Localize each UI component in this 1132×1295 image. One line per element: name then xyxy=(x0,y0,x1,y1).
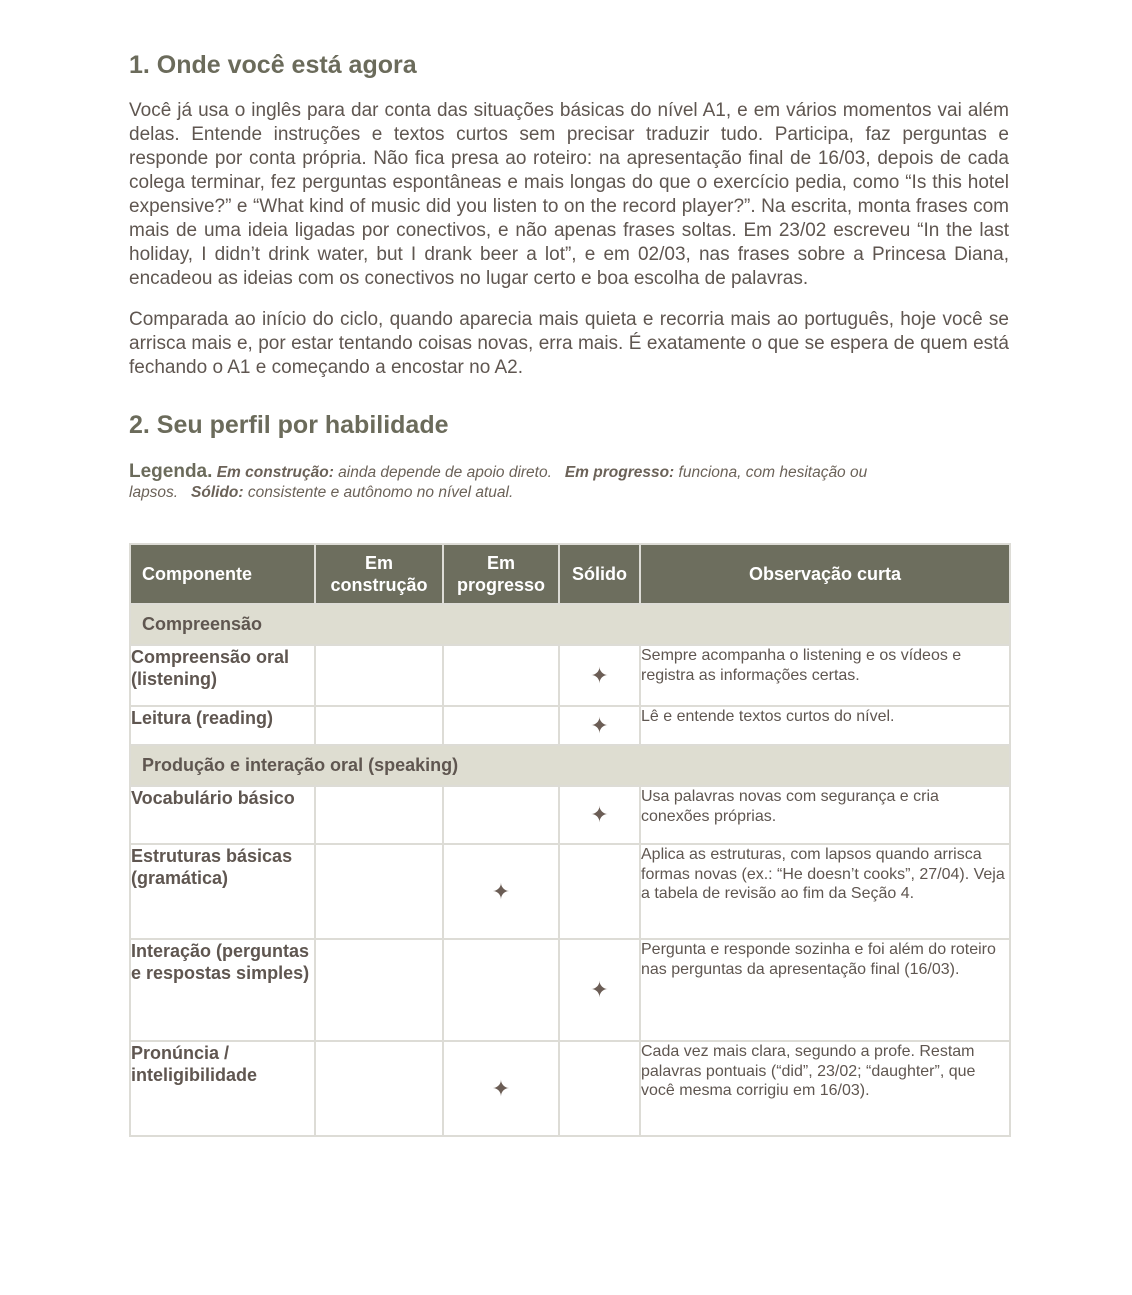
component-cell: Compreensão oral (listening) xyxy=(130,645,315,706)
header-solido: Sólido xyxy=(559,544,640,604)
em-progresso-cell xyxy=(443,939,559,1041)
skills-table xyxy=(129,543,1011,1137)
section2-heading: 2. Seu perfil por habilidade xyxy=(129,411,449,439)
header-em-construcao-line2: construção xyxy=(330,575,428,595)
report-page xyxy=(129,0,1009,1137)
em-progresso-cell xyxy=(443,706,559,745)
legend-term-solido: Sólido: xyxy=(191,484,244,501)
legend xyxy=(129,462,959,503)
observation-cell: Lê e entende textos curtos do nível. xyxy=(640,706,1010,745)
section1-heading: 1. Onde você está agora xyxy=(129,51,417,79)
component-cell: Vocabulário básico xyxy=(130,786,315,844)
table-row xyxy=(130,844,1010,939)
em-construcao-cell xyxy=(315,1041,443,1136)
level-mark-icon: ✦ xyxy=(491,1075,511,1101)
legend-lead: Legenda. xyxy=(129,461,213,482)
level-mark-icon: ✦ xyxy=(491,878,511,904)
solido-cell xyxy=(559,1041,640,1136)
solido-cell xyxy=(559,939,640,1041)
level-mark-icon: ✦ xyxy=(590,977,609,1002)
observation-cell: Aplica as estruturas, com lapsos quando arrisca formas novas (ex.: “He doesn’t cooks”, 27/04). Veja a tabela de revisão ao fim da Seção 4. xyxy=(640,844,1010,939)
solido-cell xyxy=(559,786,640,844)
group-row-producao xyxy=(130,745,1010,786)
em-construcao-cell xyxy=(315,706,443,745)
table-header-row xyxy=(130,544,1010,604)
component-cell: Pronúncia / inteligibilidade xyxy=(130,1041,315,1136)
solido-cell xyxy=(559,706,640,745)
header-em-progresso-line2: progresso xyxy=(456,575,546,595)
header-em-construcao-line1: Em xyxy=(364,553,393,573)
solido-cell xyxy=(559,645,640,706)
legend-term-em-progresso: Em progresso: xyxy=(564,464,675,481)
observation-cell: Cada vez mais clara, segundo a profe. Restam palavras pontuais (“did”, 23/02; “daughter”, que você mesma corrigiu em 16/03). xyxy=(640,1041,1010,1136)
em-construcao-cell xyxy=(315,786,443,844)
legend-def-solido: consistente e autônomo no nível atual. xyxy=(243,484,514,501)
em-construcao-cell xyxy=(315,939,443,1041)
em-construcao-cell xyxy=(315,645,443,706)
table-row xyxy=(130,645,1010,706)
legend-term-em-construcao: Em construção: xyxy=(216,464,334,481)
table-row xyxy=(130,706,1010,745)
observation-cell: Pergunta e responde sozinha e foi além do roteiro nas perguntas da apresentação final (16/03). xyxy=(640,939,1010,1041)
component-cell: Estruturas básicas (gramática) xyxy=(130,844,315,939)
group-row-compreensao xyxy=(130,604,1010,645)
header-observacao: Observação curta xyxy=(640,544,1010,604)
observation-cell: Sempre acompanha o listening e os vídeos e registra as informações certas. xyxy=(640,645,1010,706)
table-row xyxy=(130,1041,1010,1136)
section1-paragraph-2: Comparada ao início do ciclo, quando aparecia mais quieta e recorria mais ao português, hoje você se arrisca mais e, por estar tentando coisas novas, erra mais. É exatamente o que se espera de quem está fechando o A1 e começando a encostar no A2. xyxy=(129,309,1009,378)
level-mark-icon: ✦ xyxy=(590,662,609,688)
level-mark-icon: ✦ xyxy=(590,712,609,738)
legend-def-em-construcao: ainda depende de apoio direto. xyxy=(333,464,552,481)
component-cell: Leitura (reading) xyxy=(130,706,315,745)
header-componente: Componente xyxy=(130,544,315,604)
em-construcao-cell xyxy=(315,844,443,939)
header-em-progresso xyxy=(443,544,559,604)
section1-paragraph-1: Você já usa o inglês para dar conta das situações básicas do nível A1, e em vários momentos vai além delas. Entende instruções e textos curtos sem precisar traduzir tudo. Participa, faz perguntas e responde por conta própria. Não fica presa ao roteiro: na apresentação final de 16/03, depois de cada colega terminar, fez perguntas espontâneas e mais longas do que o exercício pedia, como “Is this hotel expensive?” e “What kind of music did you listen to on the record player?”. Na escrita, monta frases com mais de uma ideia ligadas por conectivos, e não apenas frases soltas. Em 23/02 escreveu “In the last holiday, I didn’t drink water, but I drank beer a lot”, e em 02/03, nas frases sobre a Princesa Diana, encadeou as ideias com os conectivos no lugar certo e boa escolha de palavras. xyxy=(129,100,1009,289)
solido-cell xyxy=(559,844,640,939)
group-label: Produção e interação oral (speaking) xyxy=(130,745,1010,786)
group-label: Compreensão xyxy=(130,604,1010,645)
table-row xyxy=(130,786,1010,844)
header-em-progresso-line1: Em xyxy=(486,553,515,573)
em-progresso-cell xyxy=(443,786,559,844)
em-progresso-cell xyxy=(443,645,559,706)
table-row xyxy=(130,939,1010,1041)
component-cell: Interação (perguntas e respostas simples) xyxy=(130,939,315,1041)
legend-def-em-progresso: funciona, com hesitação ou lapsos. xyxy=(129,464,868,501)
level-mark-icon: ✦ xyxy=(590,802,609,827)
em-progresso-cell xyxy=(443,844,559,939)
observation-cell: Usa palavras novas com segurança e cria conexões próprias. xyxy=(640,786,1010,844)
em-progresso-cell xyxy=(443,1041,559,1136)
header-em-construcao xyxy=(315,544,443,604)
